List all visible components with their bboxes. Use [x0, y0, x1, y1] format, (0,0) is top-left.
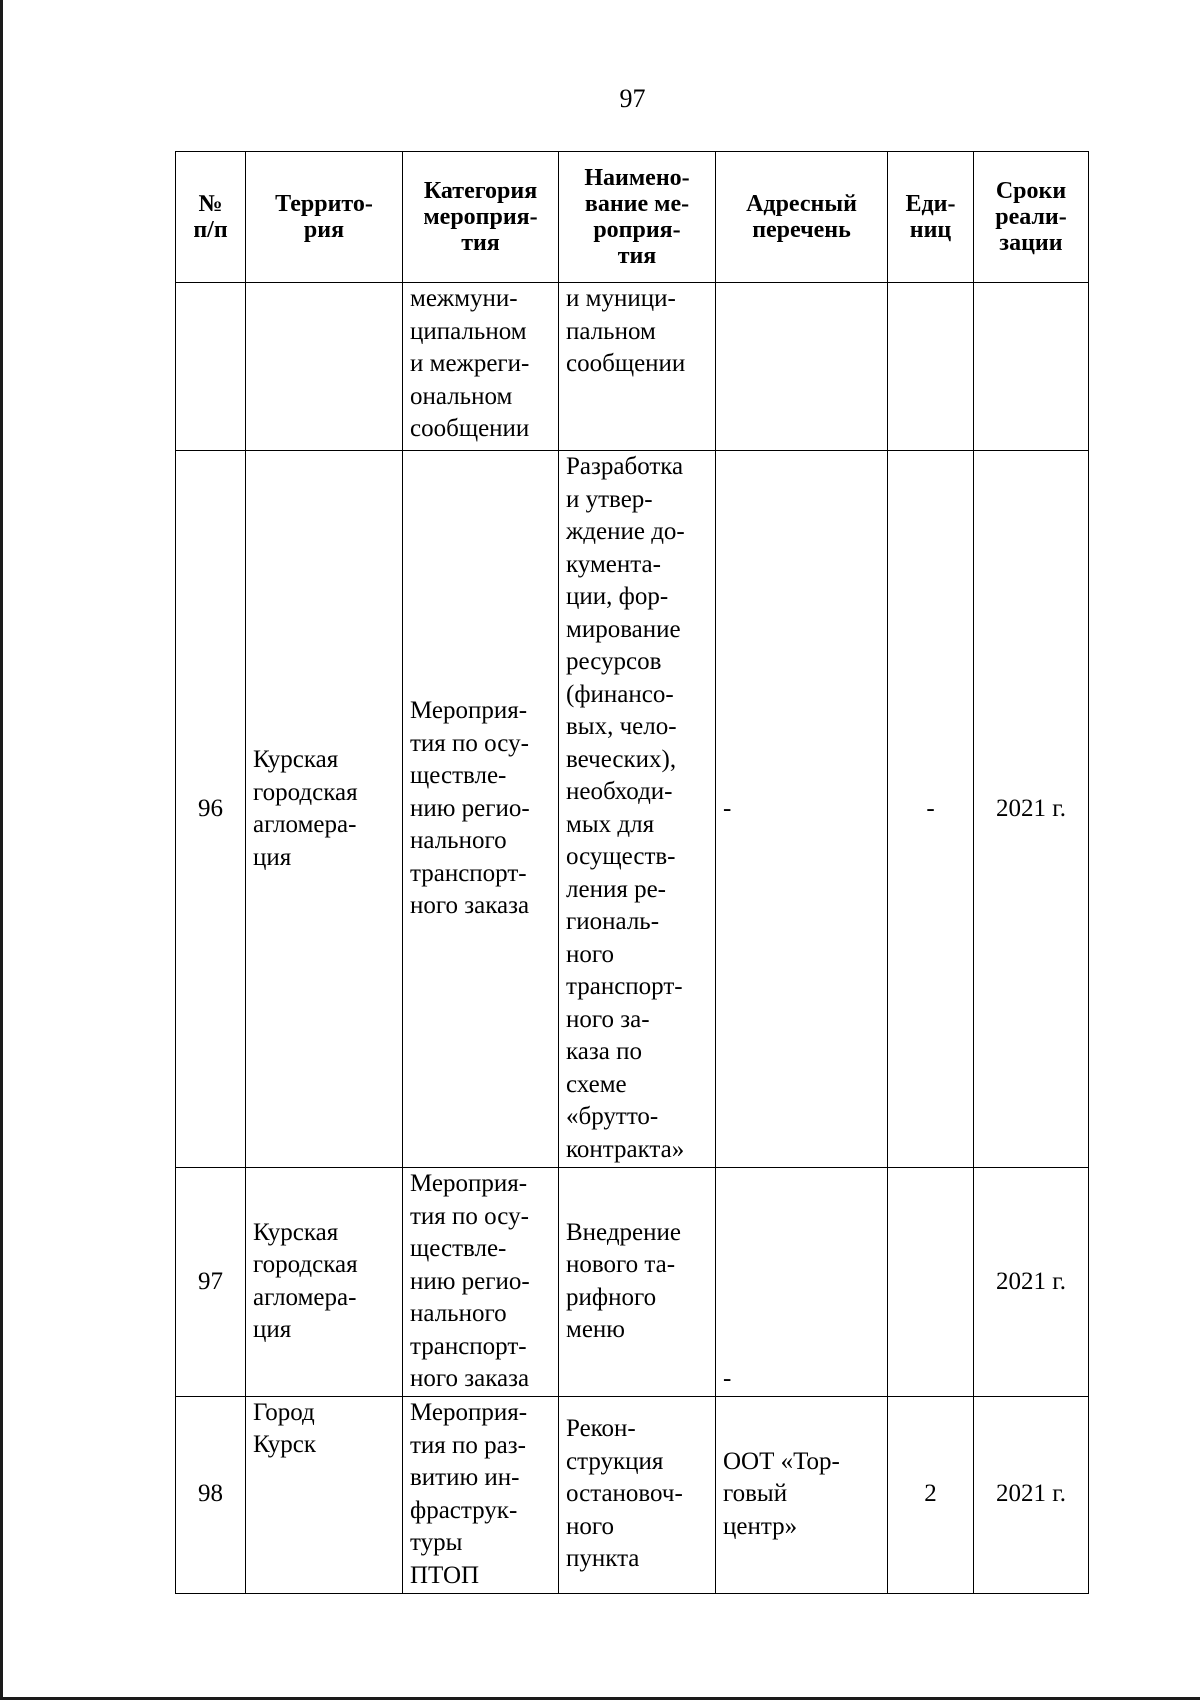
cell-line: «брутто- [566, 1103, 659, 1130]
row-term: 2021 г. [974, 451, 1089, 1168]
cell-line: Еди- [905, 191, 956, 217]
cell-line: ниц [909, 217, 952, 243]
cell-line: и межреги- [410, 350, 530, 377]
row-units [888, 1168, 974, 1397]
cell-line: сообщении [566, 350, 686, 377]
cell-line: и муници- [566, 285, 676, 312]
row-units: - [888, 451, 974, 1168]
cell-line: № [198, 191, 223, 217]
cell-line: фраструк- [410, 1496, 518, 1524]
cell-line: остановоч- [566, 1480, 683, 1508]
row-category [403, 451, 559, 1168]
page-number: 97 [619, 84, 646, 113]
cell-line: струкция [566, 1447, 664, 1475]
cell-line: агломера- [253, 811, 357, 838]
cell-line: агломера- [253, 1283, 357, 1311]
cell-line: тия по осу- [410, 729, 529, 757]
cell-line: Наимено- [584, 165, 690, 191]
row-territory [246, 1396, 403, 1593]
header-units [888, 152, 974, 283]
cell-line: ждение до- [566, 518, 685, 545]
row-name [559, 1168, 716, 1397]
cell-line: вых, чело- [566, 713, 677, 740]
cell-line: нового та- [566, 1251, 676, 1279]
row-territory [246, 451, 403, 1168]
cell-line: ция [253, 843, 292, 871]
cell-line: ществле- [410, 762, 507, 790]
cell-line: Адресный [746, 191, 857, 217]
cell-line: роприя- [593, 217, 681, 243]
header-num [176, 152, 246, 283]
cell-line: кумента- [566, 550, 661, 578]
row-territory [246, 1168, 403, 1397]
row-name [559, 451, 716, 1168]
cell-line: нию регио- [410, 1267, 530, 1295]
cell-line: ного за- [566, 1005, 650, 1033]
cell-line: тия [617, 243, 657, 269]
cell-line: Город [253, 1398, 315, 1426]
cell-line: ного [566, 940, 615, 968]
cell-line: ного заказа [410, 1365, 530, 1392]
scan-edge-left [0, 0, 3, 1700]
cell-line: Террито- [275, 191, 373, 217]
row-category [403, 1168, 559, 1397]
cell-line: мирование [566, 615, 681, 643]
cell-line: перечень [752, 217, 851, 243]
cell-line: транспорт- [410, 1332, 527, 1360]
table-row-96 [176, 451, 1089, 1168]
row-address: - [716, 451, 888, 1168]
cell-line: нию регио- [410, 794, 530, 822]
cell-line: ного заказа [410, 892, 530, 920]
cell-line: ООТ «Тор- [723, 1447, 840, 1475]
table-row-97 [176, 1168, 1089, 1397]
cell-line: Курская [253, 1218, 339, 1246]
row-num: 98 [176, 1396, 246, 1593]
cell-line: необходи- [566, 778, 673, 805]
cell-line: контракта» [566, 1135, 685, 1163]
cell-line: межмуни- [410, 285, 518, 312]
cell-line: городская [253, 778, 358, 806]
cell-line: зации [999, 230, 1063, 256]
cell-line: туры [410, 1529, 463, 1556]
cell-line: меню [566, 1316, 625, 1344]
cell-line: тия по осу- [410, 1202, 529, 1230]
cell-line: рия [303, 217, 345, 243]
cell-line: Мероприя- [410, 697, 528, 725]
cell-line: Разработка [566, 453, 684, 480]
cell-line: нального [410, 1300, 507, 1327]
cell-line: (финансо- [566, 680, 674, 708]
cell-line: ция [253, 1316, 292, 1344]
cell-line: Мероприя- [410, 1399, 528, 1426]
cell-line: городская [253, 1251, 358, 1279]
row-num: 97 [176, 1168, 246, 1397]
cell-line: ципальном [410, 317, 527, 345]
row-num [176, 283, 246, 451]
cell-line: рифного [566, 1283, 657, 1311]
cell-line: Внедрение [566, 1218, 681, 1246]
cell-line: витию ин- [410, 1464, 520, 1491]
cell-line: и утвер- [566, 485, 653, 513]
row-territory [246, 283, 403, 451]
header-name [559, 152, 716, 283]
cell-line: ления ре- [566, 875, 666, 903]
cell-line: Курская [253, 746, 339, 773]
cell-line: сообщении [410, 415, 530, 442]
cell-line: гиональ- [566, 908, 660, 935]
cell-line: п/п [193, 217, 228, 243]
cell-line: вание ме- [584, 191, 690, 217]
table-row-continuation [176, 283, 1089, 451]
row-term [974, 283, 1089, 451]
row-category [403, 283, 559, 451]
cell-line: ного [566, 1512, 615, 1540]
table-row-98 [176, 1396, 1089, 1593]
header-category [403, 152, 559, 283]
cell-line: Мероприя- [410, 1170, 528, 1197]
cell-line: транспорт- [410, 859, 527, 887]
header-territory [246, 152, 403, 283]
cell-line: центр» [723, 1512, 798, 1540]
cell-line: тия по раз- [410, 1431, 526, 1459]
row-units: 2 [888, 1396, 974, 1593]
cell-line: транспорт- [566, 973, 683, 1000]
cell-line: реали- [995, 204, 1067, 230]
cell-line: ществле- [410, 1235, 507, 1262]
cell-line: каза по [566, 1038, 642, 1065]
row-category [403, 1396, 559, 1593]
cell-line: Курск [253, 1431, 317, 1458]
header-address [716, 152, 888, 283]
row-term: 2021 г. [974, 1396, 1089, 1593]
cell-line: веческих), [566, 745, 677, 773]
table-header-row [176, 152, 1089, 283]
row-name [559, 283, 716, 451]
cell-line: ресурсов [566, 648, 662, 675]
row-num: 96 [176, 451, 246, 1168]
row-units [888, 283, 974, 451]
header-term [974, 152, 1089, 283]
cell-line: Категория [423, 178, 538, 204]
row-name [559, 1396, 716, 1593]
row-term: 2021 г. [974, 1168, 1089, 1397]
row-address [716, 1396, 888, 1593]
cell-line: ции, фор- [566, 583, 669, 610]
row-address: - [716, 1168, 888, 1397]
cell-line: нального [410, 827, 507, 855]
cell-line: мых для [566, 810, 655, 838]
cell-line: схеме [566, 1070, 627, 1098]
cell-line: осуществ- [566, 843, 676, 870]
cell-line: Сроки [995, 178, 1067, 204]
cell-line: пальном [566, 317, 656, 345]
cell-line: Рекон- [566, 1415, 636, 1443]
cell-line: пункта [566, 1545, 640, 1573]
cell-line: говый [723, 1480, 788, 1508]
measures-table [175, 151, 1089, 1594]
cell-line: мероприя- [423, 204, 538, 230]
cell-line: тия [461, 230, 500, 256]
cell-line: ПТОП [410, 1561, 480, 1589]
row-address [716, 283, 888, 451]
cell-line: ональном [410, 382, 513, 410]
